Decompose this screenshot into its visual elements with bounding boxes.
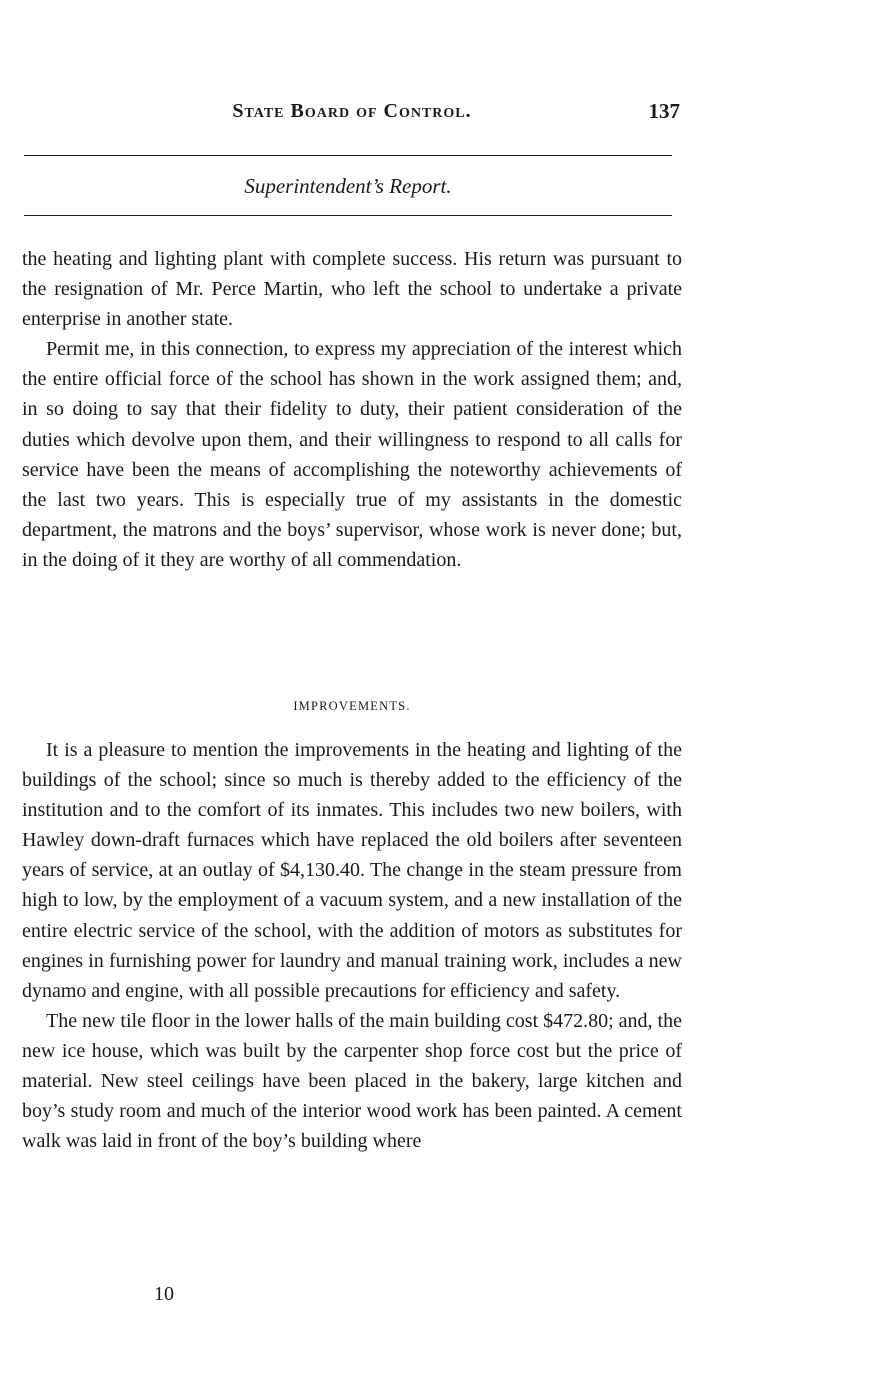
page-number: 137	[648, 99, 680, 123]
running-header	[24, 94, 680, 128]
paragraph: the heating and lighting plant with complete success. His return was pursuant to the resignation of Mr. Perce Martin, who left the school to undertake a private enterprise in another state.	[22, 248, 682, 331]
improvements-text	[22, 735, 682, 1156]
report-subheading: Superintendent’s Report.	[244, 174, 452, 198]
paragraph: The new tile floor in the lower halls of the main building cost $472.80; and, the new ice house, which was built by the carpenter shop force cost but the price of material. New steel ceilings have been placed in the bakery, large kitchen and boy’s study room and much of the interior wood work has been painted. A cement walk was laid in front of the boy’s building where	[22, 1009, 682, 1153]
paragraph: It is a pleasure to mention the improvements in the heating and lighting of the buildings of the school; since so much is thereby added to the efficiency of the institution and to the comfort of its inmates. This includes two new boilers, with Hawley down-draft furnaces which have replaced the old boilers after seventeen years of service, at an outlay of $4,130.40. The change in the steam pressure from high to low, by the employment of a vacuum system, and a new installation of the entire electric service of the school, with the addition of motors as substitutes for engines in furnishing power for laundry and manual training work, includes a new dynamo and engine, with all possible precautions for efficiency and safety.	[22, 739, 682, 1002]
section-heading-improvements: IMPROVEMENTS.	[293, 699, 411, 713]
header-rule-bottom	[24, 215, 672, 216]
paragraph: Permit me, in this connection, to express my appreciation of the interest which the entire official force of the school has shown in the work assigned them; and, in so doing to say that their fidelity to duty, their patient consideration of the duties which devolve upon them, and their willingness to respond to all calls for service have been the means of accomplishing the noteworthy achievements of the last two years. This is especially true of my assistants in the domestic department, the matrons and the boys’ supervisor, whose work is never done; but, in the doing of it they are worthy of all commendation.	[22, 338, 682, 571]
running-title: State Board of Control.	[232, 100, 472, 122]
signature-mark: 10	[154, 1283, 174, 1305]
intro-text	[22, 244, 682, 575]
header-rule-top	[24, 155, 672, 156]
